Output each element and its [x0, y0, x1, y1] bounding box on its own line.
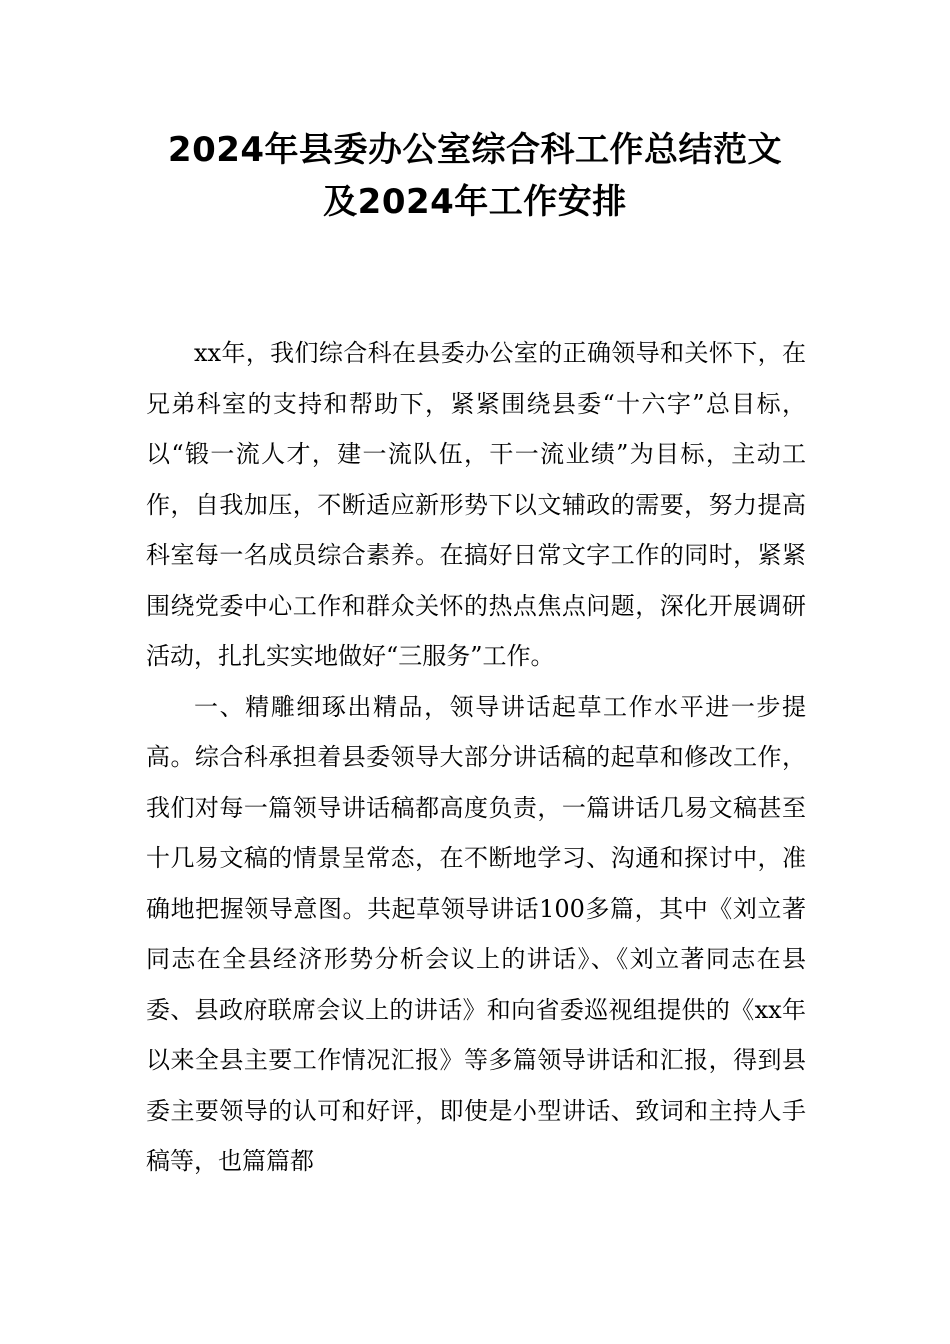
paragraph-intro: xx年，我们综合科在县委办公室的正确领导和关怀下，在兄弟科室的支持和帮助下，紧紧围绕县委“十六字”总目标，以“锻一流人才，建一流队伍，干一流业绩”为目标，主动工作，自我加压，不断适应新形势下以文辅政的需要，努力提高科室每一名成员综合素养。在搞好日常文字工作的同时，紧紧围绕党委中心工作和群众关怀的热点焦点问题，深化开展调研活动，扎扎实实地做好“三服务”工作。: [146, 339, 806, 670]
document-title: [110, 124, 840, 228]
document-body: [146, 328, 806, 1187]
paragraph-section-1: 一、精雕细琢出精品，领导讲话起草工作水平进一步提高。综合科承担着县委领导大部分讲话稿的起草和修改工作，我们对每一篇领导讲话稿都高度负责，一篇讲话几易文稿甚至十几易文稿的情景呈常态，在不断地学习、沟通和探讨中，准确地把握领导意图。共起草领导讲话100多篇，其中《刘立著同志在全县经济形势分析会议上的讲话》、《刘立著同志在县委、县政府联席会议上的讲话》和向省委巡视组提供的《xx年以来全县主要工作情况汇报》等多篇领导讲话和汇报，得到县委主要领导的认可和好评，即使是小型讲话、致词和主持人手稿等，也篇篇都: [146, 692, 806, 1175]
title-line-1: 2024年县委办公室综合科工作总结范文: [167, 130, 783, 170]
title-line-2: 及2024年工作安排: [323, 182, 627, 222]
